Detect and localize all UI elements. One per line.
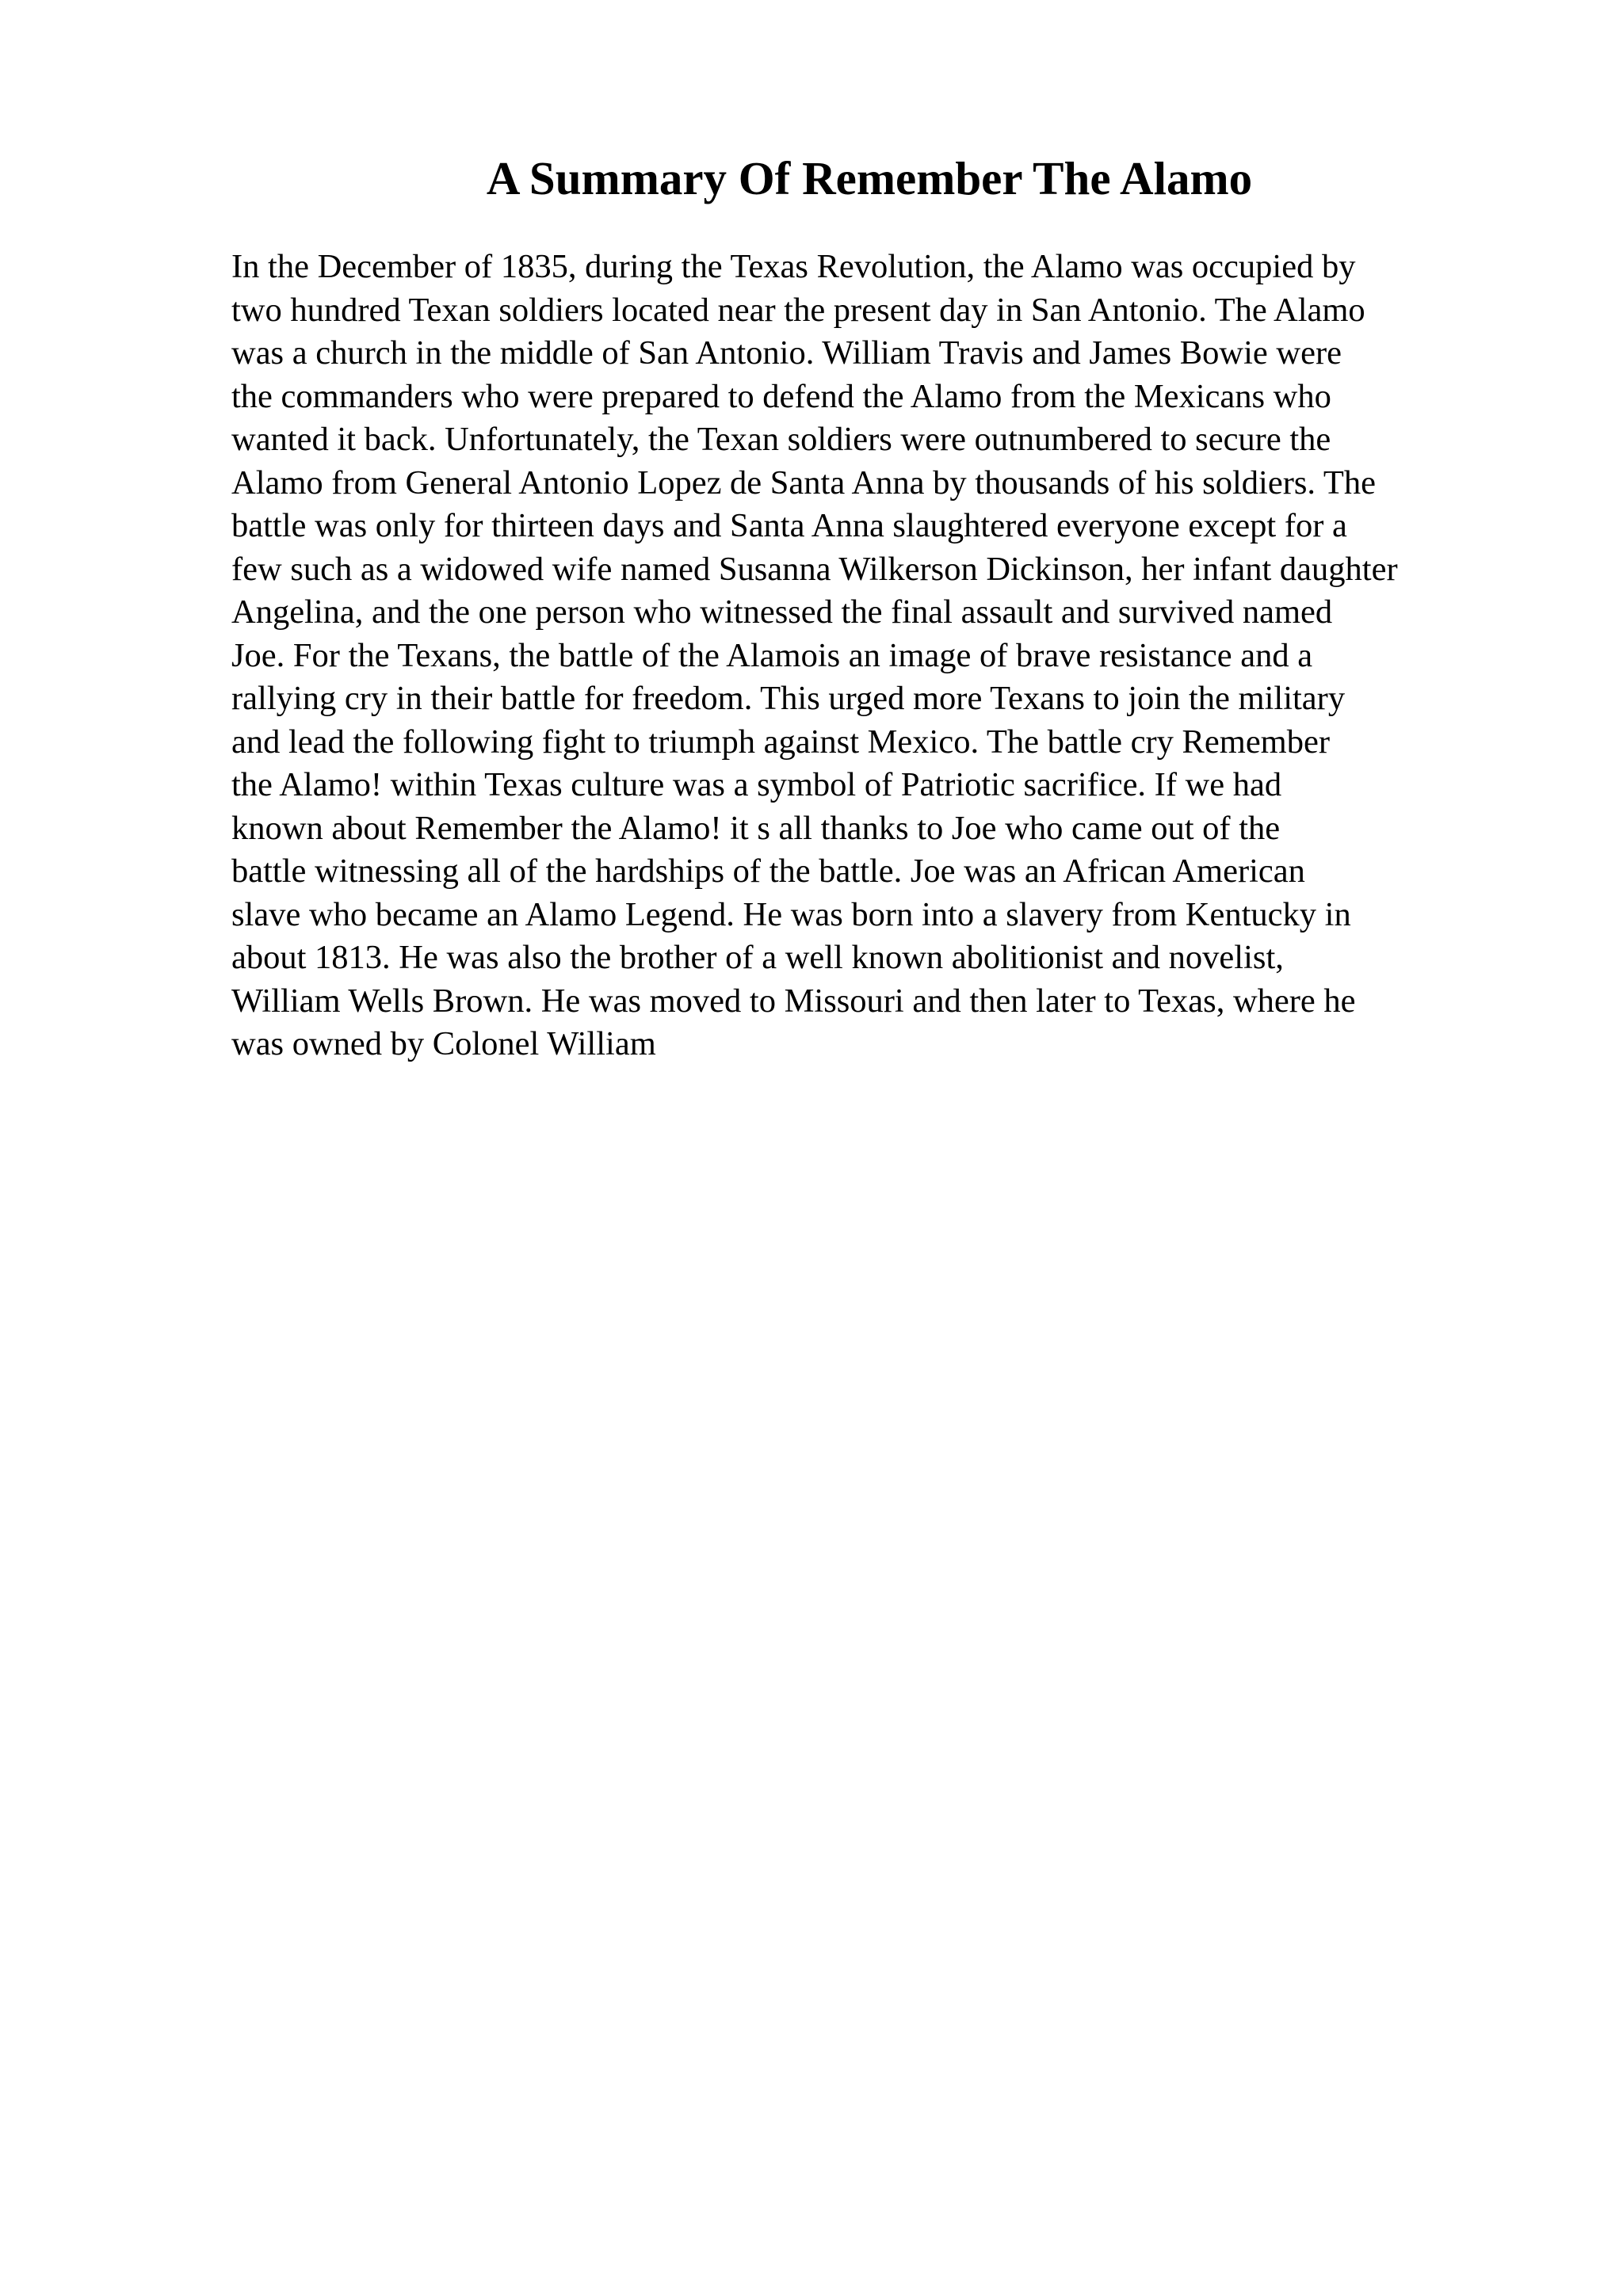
paragraph-line: Alamo from General Antonio Lopez de Santa Anna by thousands of his soldiers. The — [231, 463, 1376, 502]
document-title: A Summary Of Remember The Alamo — [486, 152, 1253, 204]
paragraph-line: Joe. For the Texans, the battle of the Alamois an image of brave resistance and a — [231, 636, 1313, 674]
paragraph-line: wanted it back. Unfortunately, the Texan soldiers were outnumbered to secure the — [231, 421, 1331, 458]
paragraph-line: known about Remember the Alamo! it s all thanks to Joe who came out of the — [231, 809, 1281, 847]
paragraph-line: Angelina, and the one person who witnessed the final assault and survived named — [231, 593, 1333, 631]
paragraph-line: two hundred Texan soldiers located near the present day in San Antonio. The Alamo — [231, 291, 1365, 329]
paragraph-line: William Wells Brown. He was moved to Missouri and then later to Texas, where he — [231, 982, 1356, 1020]
paragraph-line: battle witnessing all of the hardships of the battle. Joe was an African American — [231, 852, 1305, 890]
paragraph-line: In the December of 1835, during the Texas Revolution, the Alamo was occupied by — [231, 248, 1356, 285]
paragraph-line: and lead the following fight to triumph against Mexico. The battle cry Remember — [231, 723, 1331, 761]
paragraph-line: battle was only for thirteen days and Santa Anna slaughtered everyone except for a — [231, 507, 1347, 544]
paragraph-line: was owned by Colonel William — [231, 1025, 656, 1062]
paragraph-line: rallying cry in their battle for freedom. This urged more Texans to join the military — [231, 680, 1346, 717]
paragraph-line: about 1813. He was also the brother of a well known abolitionist and novelist, — [231, 939, 1284, 976]
paragraph-line: slave who became an Alamo Legend. He was born into a slavery from Kentucky in — [231, 895, 1351, 933]
paragraph-line: few such as a widowed wife named Susanna Wilkerson Dickinson, her infant daughter — [231, 550, 1398, 588]
paragraph-line: the Alamo! within Texas culture was a symbol of Patriotic sacrifice. If we had — [231, 766, 1282, 803]
paragraph-line: was a church in the middle of San Antonio. William Travis and James Bowie were — [231, 334, 1342, 372]
paragraph-line: the commanders who were prepared to defend the Alamo from the Mexicans who — [231, 377, 1331, 415]
body-paragraph — [231, 246, 1594, 1066]
